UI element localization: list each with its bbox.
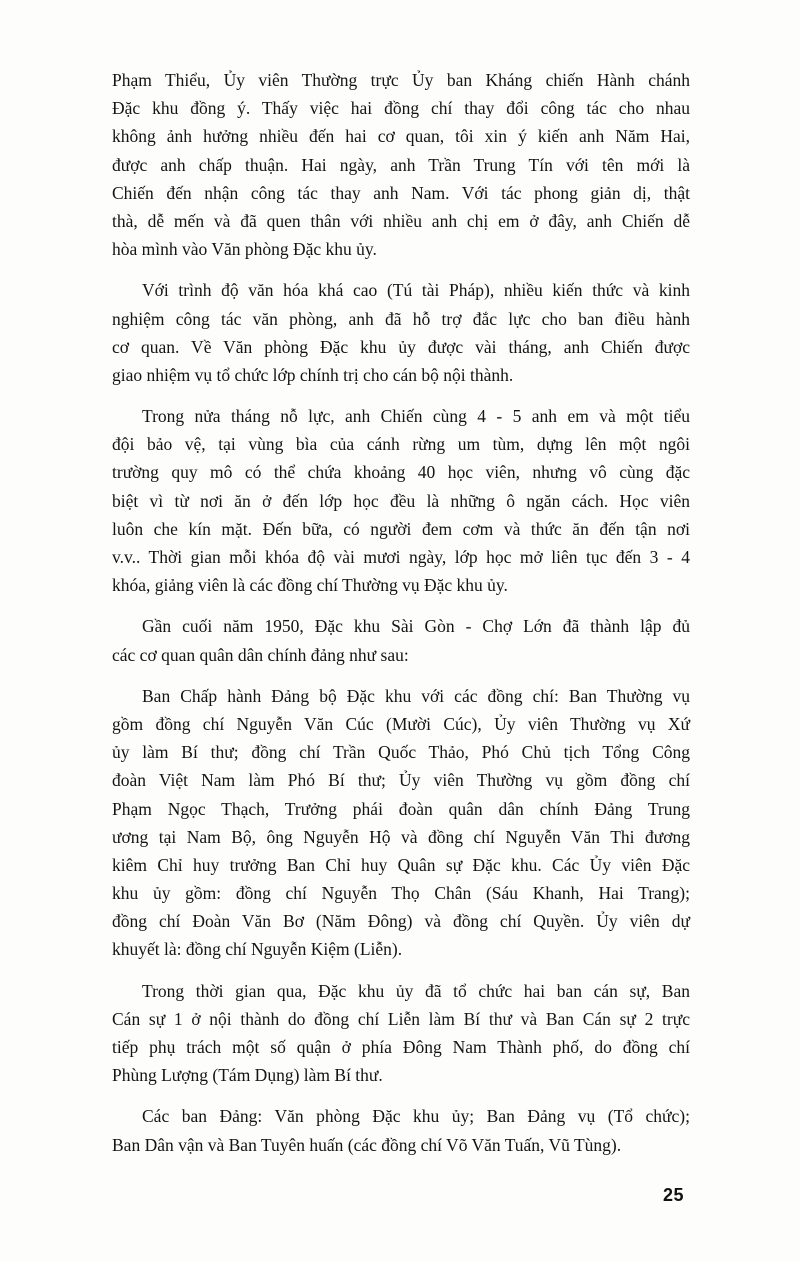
- text-line: đoàn Việt Nam làm Phó Bí thư; Ủy viên Thường vụ gồm đồng chí: [112, 770, 690, 791]
- text-line: gồm đồng chí Nguyễn Văn Cúc (Mười Cúc), Ủy viên Thường vụ Xứ: [112, 713, 690, 734]
- text-line: Cán sự 1 ở nội thành do đồng chí Liễn làm Bí thư và Ban Cán sự 2 trực: [112, 1008, 690, 1029]
- text-line: Phạm Ngọc Thạch, Trưởng phái đoàn quân dân chính Đảng Trung: [112, 798, 690, 819]
- text-line: hòa mình vào Văn phòng Đặc khu ủy.: [112, 239, 377, 260]
- paragraph: [112, 402, 690, 599]
- paragraph: [112, 276, 690, 389]
- text-line: khuyết là: đồng chí Nguyễn Kiệm (Liễn).: [112, 939, 403, 960]
- text-line: Phạm Thiểu, Ủy viên Thường trực Ủy ban Kháng chiến Hành chánh: [112, 70, 690, 90]
- text-line: khu ủy gồm: đồng chí Nguyễn Thọ Chân (Sáu Khanh, Hai Trang);: [112, 883, 690, 904]
- text-line: kiêm Chỉ huy trưởng Ban Chỉ huy Quân sự Đặc khu. Các Ủy viên Đặc: [112, 854, 690, 875]
- text-line: Trong nửa tháng nỗ lực, anh Chiến cùng 4 - 5 anh em và một tiểu: [142, 406, 690, 427]
- paragraph: [112, 977, 690, 1090]
- paragraph: [112, 612, 690, 668]
- text-line: tiếp phụ trách một số quận ở phía Đông Nam Thành phố, do đồng chí: [112, 1037, 690, 1057]
- text-line: đội bảo vệ, tại vùng bìa của cánh rừng um tùm, dựng lên một ngôi: [112, 434, 690, 455]
- text-line: đồng chí Đoàn Văn Bơ (Năm Đông) và đồng chí Quyền. Ủy viên dự: [112, 911, 690, 932]
- text-line: ương tại Nam Bộ, ông Nguyễn Hộ và đồng chí Nguyễn Văn Thi đương: [112, 826, 690, 847]
- text-column: [112, 0, 690, 1159]
- paragraph: [112, 682, 690, 964]
- text-line: giao nhiệm vụ tổ chức lớp chính trị cho cán bộ nội thành.: [112, 364, 514, 385]
- text-line: Đặc khu đồng ý. Thấy việc hai đồng chí thay đổi công tác cho nhau: [112, 98, 690, 119]
- text-line: khóa, giảng viên là các đồng chí Thường vụ Đặc khu ủy.: [112, 575, 508, 596]
- page-number: 25: [662, 1184, 684, 1205]
- text-line: Ban Chấp hành Đảng bộ Đặc khu với các đồng chí: Ban Thường vụ: [142, 685, 690, 706]
- text-line: Ban Dân vận và Ban Tuyên huấn (các đồng chí Võ Văn Tuấn, Vũ Tùng).: [112, 1134, 622, 1155]
- text-line: nghiệm công tác văn phòng, anh đã hỗ trợ đắc lực cho ban điều hành: [112, 308, 690, 329]
- text-line: ủy làm Bí thư; đồng chí Trần Quốc Thảo, Phó Chủ tịch Tổng Công: [112, 742, 690, 763]
- text-line: Gần cuối năm 1950, Đặc khu Sài Gòn - Chợ Lớn đã thành lập đủ: [142, 616, 690, 637]
- text-line: v.v.. Thời gian mỗi khóa độ vài mươi ngày, lớp học mở liên tục đến 3 - 4: [112, 547, 690, 567]
- text-line: Phùng Lượng (Tám Dụng) làm Bí thư.: [112, 1065, 383, 1086]
- text-line: Với trình độ văn hóa khá cao (Tú tài Pháp), nhiều kiến thức và kinh: [142, 280, 690, 301]
- text-line: Chiến đến nhận công tác thay anh Nam. Với tác phong giản dị, thật: [112, 182, 690, 203]
- text-line: cơ quan. Về Văn phòng Đặc khu ủy được vài tháng, anh Chiến được: [112, 336, 690, 357]
- text-line: luôn che kín mặt. Đến bữa, có người đem cơm và thức ăn đến tận nơi: [112, 518, 690, 539]
- page-footer: [112, 1185, 690, 1206]
- text-line: biệt vì từ nơi ăn ở đến lớp học đều là những ô ngăn cách. Học viên: [112, 490, 690, 511]
- text-line: được anh chấp thuận. Hai ngày, anh Trần Trung Tín với tên mới là: [112, 154, 690, 175]
- paragraph: [112, 1102, 690, 1158]
- paragraph: [112, 66, 690, 263]
- text-line: các cơ quan quân dân chính đảng như sau:: [112, 644, 409, 665]
- text-line: không ảnh hưởng nhiều đến hai cơ quan, tôi xin ý kiến anh Năm Hai,: [112, 126, 690, 147]
- text-line: Các ban Đảng: Văn phòng Đặc khu ủy; Ban Đảng vụ (Tổ chức);: [142, 1106, 690, 1127]
- text-line: Trong thời gian qua, Đặc khu ủy đã tổ chức hai ban cán sự, Ban: [142, 980, 690, 1001]
- text-line: thà, dễ mến và đã quen thân với nhiều anh chị em ở đây, anh Chiến dễ: [112, 210, 690, 231]
- text-line: trường quy mô có thể chứa khoảng 40 học viên, nhưng vô cùng đặc: [112, 462, 690, 483]
